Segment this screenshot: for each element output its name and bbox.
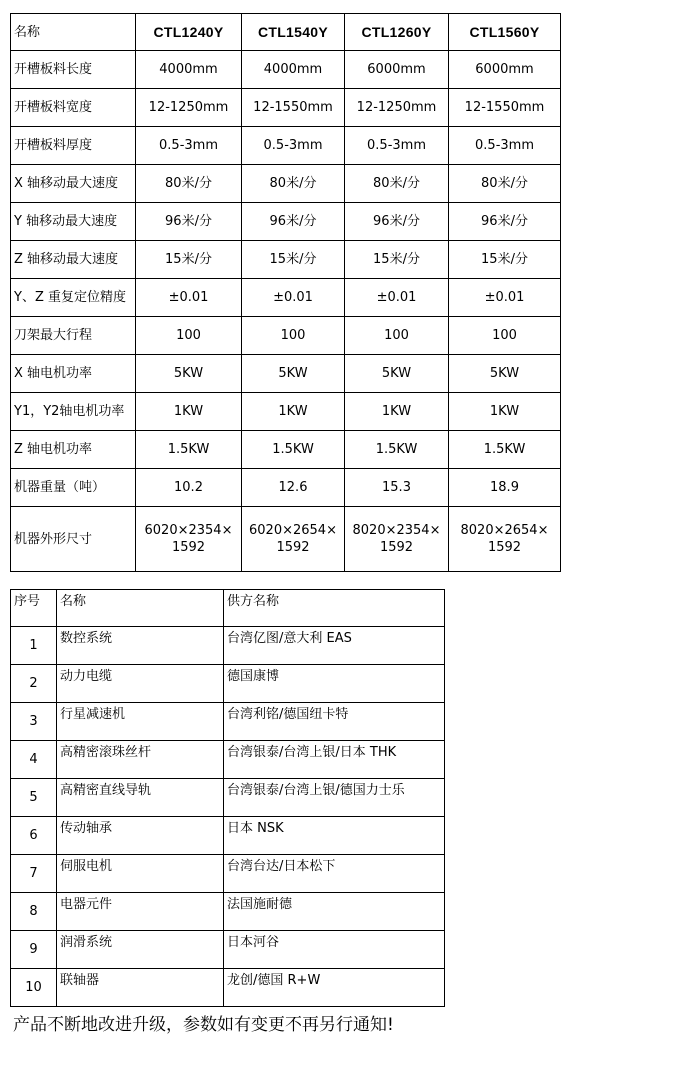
spec-row-label: 刀架最大行程 [11, 317, 136, 355]
supplier-name: 法国施耐德 [224, 893, 445, 931]
spec-row-label: Z 轴移动最大速度 [11, 241, 136, 279]
spec-value: 0.5-3mm [449, 127, 561, 165]
spec-row [11, 51, 561, 89]
spec-row-label: 开槽板料长度 [11, 51, 136, 89]
dimension-line-2: 1592 [171, 540, 206, 555]
spec-value: 80米/分 [449, 165, 561, 203]
spec-table [10, 13, 561, 572]
spec-value: 1.5KW [242, 431, 345, 469]
spec-value: 0.5-3mm [242, 127, 345, 165]
supplier-row [11, 969, 445, 1007]
spec-row [11, 89, 561, 127]
row-number: 7 [11, 855, 57, 893]
dimension-line-2: 1592 [487, 540, 522, 555]
spec-value: 1KW [242, 393, 345, 431]
supplier-name: 台湾台达/日本松下 [224, 855, 445, 893]
model-header: CTL1560Y [449, 14, 561, 51]
spec-header-row [11, 14, 561, 51]
spec-value: 10.2 [136, 469, 242, 507]
spec-value: 1KW [449, 393, 561, 431]
spec-row-label: 机器重量（吨） [11, 469, 136, 507]
spec-row-label: Z 轴电机功率 [11, 431, 136, 469]
spec-value: 100 [449, 317, 561, 355]
supplier-row [11, 893, 445, 931]
supplier-row [11, 665, 445, 703]
spec-row-label: Y 轴移动最大速度 [11, 203, 136, 241]
spec-value [136, 507, 242, 572]
model-header: CTL1540Y [242, 14, 345, 51]
spec-value: ±0.01 [449, 279, 561, 317]
spec-value: 12-1550mm [449, 89, 561, 127]
spec-value: 100 [345, 317, 449, 355]
supplier-name: 日本河谷 [224, 931, 445, 969]
spec-value: 5KW [242, 355, 345, 393]
spec-value: 4000mm [242, 51, 345, 89]
model-header: CTL1260Y [345, 14, 449, 51]
spec-value: 15米/分 [345, 241, 449, 279]
row-number: 10 [11, 969, 57, 1007]
spec-value: 96米/分 [449, 203, 561, 241]
spec-value: 96米/分 [345, 203, 449, 241]
row-number: 4 [11, 741, 57, 779]
spec-value: 1.5KW [136, 431, 242, 469]
component-name: 行星减速机 [57, 703, 224, 741]
column-header-name: 名称 [57, 590, 224, 627]
row-number: 5 [11, 779, 57, 817]
spec-value: 96米/分 [242, 203, 345, 241]
spec-row [11, 203, 561, 241]
supplier-name: 台湾银泰/台湾上银/日本 THK [224, 741, 445, 779]
spec-value: 100 [136, 317, 242, 355]
spec-value: 1.5KW [345, 431, 449, 469]
spec-value: 15米/分 [136, 241, 242, 279]
spec-row-label: X 轴电机功率 [11, 355, 136, 393]
spec-value [449, 507, 561, 572]
spec-row [11, 127, 561, 165]
spec-value: 1KW [345, 393, 449, 431]
dimension-line-2: 1592 [379, 540, 414, 555]
supplier-row [11, 779, 445, 817]
spec-value: 80米/分 [242, 165, 345, 203]
spec-value: 15.3 [345, 469, 449, 507]
spec-row [11, 317, 561, 355]
row-number: 3 [11, 703, 57, 741]
spec-row [11, 165, 561, 203]
dimension-line-2: 1592 [276, 540, 310, 555]
component-name: 润滑系统 [57, 931, 224, 969]
column-header-no: 序号 [11, 590, 57, 627]
spec-row-label: X 轴移动最大速度 [11, 165, 136, 203]
spec-row-label: 机器外形尺寸 [11, 507, 136, 572]
component-name: 伺服电机 [57, 855, 224, 893]
spec-row-label: 开槽板料宽度 [11, 89, 136, 127]
row-number: 2 [11, 665, 57, 703]
dimension-line-1: 6020×2654× [249, 523, 337, 538]
row-number: 8 [11, 893, 57, 931]
spec-value: ±0.01 [136, 279, 242, 317]
spec-value: 1KW [136, 393, 242, 431]
spec-header-label: 名称 [11, 14, 136, 51]
spec-value: 15米/分 [449, 241, 561, 279]
spec-value: 12-1250mm [136, 89, 242, 127]
spec-value: 0.5-3mm [136, 127, 242, 165]
spec-row [11, 469, 561, 507]
component-name: 动力电缆 [57, 665, 224, 703]
spec-value: 12.6 [242, 469, 345, 507]
spec-value: 4000mm [136, 51, 242, 89]
spec-value: 0.5-3mm [345, 127, 449, 165]
supplier-name: 龙创/德国 R+W [224, 969, 445, 1007]
supplier-row [11, 817, 445, 855]
spec-value: 12-1550mm [242, 89, 345, 127]
spec-row [11, 393, 561, 431]
component-name: 电器元件 [57, 893, 224, 931]
supplier-row [11, 741, 445, 779]
supplier-name: 台湾亿图/意大利 EAS [224, 627, 445, 665]
dimension-line-1: 8020×2654× [460, 523, 549, 538]
supplier-table [10, 589, 445, 1007]
spec-value: 80米/分 [136, 165, 242, 203]
footer-note: 产品不断地改进升级，参数如有变更不再另行通知! [13, 1015, 394, 1035]
dimension-line-1: 8020×2354× [352, 523, 441, 538]
supplier-row [11, 703, 445, 741]
spec-value: 100 [242, 317, 345, 355]
supplier-row [11, 855, 445, 893]
component-name: 联轴器 [57, 969, 224, 1007]
supplier-name: 德国康博 [224, 665, 445, 703]
spec-value: 96米/分 [136, 203, 242, 241]
spec-value: 18.9 [449, 469, 561, 507]
component-name: 高精密直线导轨 [57, 779, 224, 817]
model-header: CTL1240Y [136, 14, 242, 51]
supplier-name: 日本 NSK [224, 817, 445, 855]
dimension-line-1: 6020×2354× [144, 523, 233, 538]
component-name: 高精密滚珠丝杆 [57, 741, 224, 779]
spec-value: 6000mm [345, 51, 449, 89]
spec-value: 5KW [136, 355, 242, 393]
spec-value: 12-1250mm [345, 89, 449, 127]
spec-row-label: Y、Z 重复定位精度 [11, 279, 136, 317]
spec-value: 5KW [449, 355, 561, 393]
row-number: 9 [11, 931, 57, 969]
spec-row [11, 241, 561, 279]
spec-value [345, 507, 449, 572]
column-header-supplier: 供方名称 [224, 590, 445, 627]
spec-value: 5KW [345, 355, 449, 393]
supplier-name: 台湾银泰/台湾上银/德国力士乐 [224, 779, 445, 817]
row-number: 6 [11, 817, 57, 855]
supplier-header-row [11, 590, 445, 627]
component-name: 数控系统 [57, 627, 224, 665]
spec-row [11, 355, 561, 393]
spec-value: ±0.01 [242, 279, 345, 317]
spec-row [11, 507, 561, 572]
spec-value: ±0.01 [345, 279, 449, 317]
component-name: 传动轴承 [57, 817, 224, 855]
supplier-row [11, 627, 445, 665]
supplier-row [11, 931, 445, 969]
spec-row-label: 开槽板料厚度 [11, 127, 136, 165]
spec-value: 6000mm [449, 51, 561, 89]
spec-value: 15米/分 [242, 241, 345, 279]
spec-value [242, 507, 345, 572]
spec-row [11, 279, 561, 317]
row-number: 1 [11, 627, 57, 665]
spec-value: 80米/分 [345, 165, 449, 203]
spec-row [11, 431, 561, 469]
spec-value: 1.5KW [449, 431, 561, 469]
supplier-name: 台湾利铭/德国纽卡特 [224, 703, 445, 741]
spec-row-label: Y1，Y2轴电机功率 [11, 393, 136, 431]
